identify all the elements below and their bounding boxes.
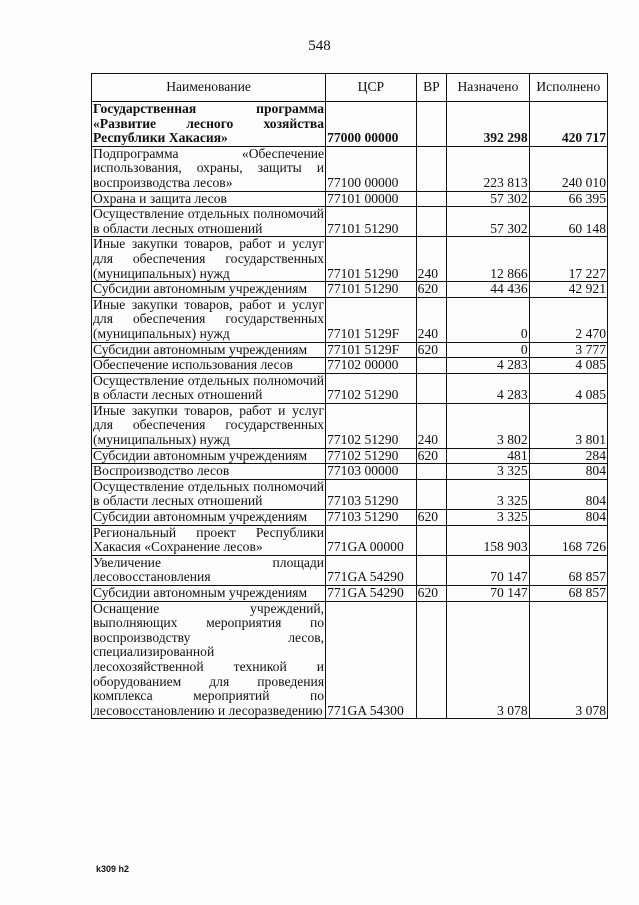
row-vr-cell bbox=[416, 207, 447, 237]
row-name-cell: Обеспечение использования лесов bbox=[92, 358, 326, 374]
row-name-cell: Воспроизводство лесов bbox=[92, 464, 326, 480]
row-executed-cell: 3 777 bbox=[529, 342, 607, 358]
row-csr-cell: 77103 00000 bbox=[326, 464, 417, 480]
row-vr-cell bbox=[416, 146, 447, 191]
row-vr-cell: 620 bbox=[416, 282, 447, 298]
row-name-cell: Иные закупки товаров, работ и услуг для обеспечения государственных (муниципальных) нужд bbox=[93, 403, 325, 448]
row-executed-cell: 17 227 bbox=[529, 237, 607, 282]
table-row bbox=[92, 207, 608, 237]
table-row bbox=[92, 479, 608, 509]
table-row bbox=[92, 146, 608, 191]
table-row bbox=[92, 191, 608, 207]
row-name-cell: Увеличение площади лесовосстановления bbox=[93, 555, 325, 585]
row-name-cell: Субсидии автономным учреждениям bbox=[92, 510, 326, 526]
table-row bbox=[92, 448, 608, 464]
row-executed-cell: 804 bbox=[529, 479, 607, 509]
row-assigned-cell: 3 325 bbox=[447, 479, 529, 509]
row-name-cell: Субсидии автономным учреждениям bbox=[92, 586, 326, 602]
row-assigned-cell: 158 903 bbox=[447, 525, 529, 555]
row-name-cell: Иные закупки товаров, работ и услуг для обеспечения государственных (муниципальных) нужд bbox=[93, 297, 325, 341]
row-assigned-cell: 70 147 bbox=[447, 586, 529, 602]
row-csr-cell: 771GA 54300 bbox=[326, 601, 417, 719]
row-vr-cell: 240 bbox=[416, 403, 447, 448]
page-number: 548 bbox=[308, 38, 331, 54]
table-row bbox=[92, 586, 608, 602]
row-name-cell: Государственная программа «Развитие лесного хозяйства Республики Хакасия» bbox=[93, 101, 325, 146]
row-csr-cell: 77101 51290 bbox=[326, 282, 417, 298]
table-row bbox=[92, 282, 608, 298]
row-vr-cell bbox=[416, 102, 447, 147]
row-name-cell: Иные закупки товаров, работ и услуг для обеспечения государственных (муниципальных) нужд bbox=[93, 236, 325, 281]
row-executed-cell: 60 148 bbox=[529, 207, 607, 237]
row-executed-cell: 804 bbox=[529, 510, 607, 526]
row-csr-cell: 77100 00000 bbox=[326, 146, 417, 191]
row-assigned-cell: 481 bbox=[447, 448, 529, 464]
table-row bbox=[92, 297, 608, 342]
table-row bbox=[92, 510, 608, 526]
row-assigned-cell: 3 325 bbox=[447, 510, 529, 526]
row-name-cell: Осуществление отдельных полномочий в области лесных отношений bbox=[93, 479, 325, 509]
row-csr-cell: 771GA 54290 bbox=[326, 555, 417, 585]
row-assigned-cell: 392 298 bbox=[447, 102, 529, 147]
budget-table bbox=[91, 73, 608, 719]
row-executed-cell: 2 470 bbox=[529, 297, 607, 342]
row-vr-cell bbox=[416, 601, 447, 719]
row-csr-cell: 77102 51290 bbox=[326, 373, 417, 403]
row-name-cell: Оснащение учреждений, выполняющих мероприятия по воспроизводству лесов, специализированной лесохозяйственной техникой и оборудованием для проведения комплекса мероприятий по лесовосстановлению и лесоразведению bbox=[93, 601, 325, 718]
row-vr-cell: 240 bbox=[416, 237, 447, 282]
row-executed-cell: 284 bbox=[529, 448, 607, 464]
row-assigned-cell: 3 802 bbox=[447, 403, 529, 448]
row-name-cell: Субсидии автономным учреждениям bbox=[92, 448, 326, 464]
row-assigned-cell: 4 283 bbox=[447, 373, 529, 403]
row-csr-cell: 77101 00000 bbox=[326, 191, 417, 207]
row-vr-cell bbox=[416, 464, 447, 480]
row-assigned-cell: 57 302 bbox=[447, 191, 529, 207]
table-row bbox=[92, 525, 608, 555]
header-name: Наименование bbox=[92, 74, 326, 102]
row-csr-cell: 77101 5129F bbox=[326, 297, 417, 342]
row-executed-cell: 168 726 bbox=[529, 525, 607, 555]
row-csr-cell: 77102 00000 bbox=[326, 358, 417, 374]
row-assigned-cell: 44 436 bbox=[447, 282, 529, 298]
row-assigned-cell: 57 302 bbox=[447, 207, 529, 237]
row-vr-cell bbox=[416, 358, 447, 374]
table-row bbox=[92, 601, 608, 719]
row-executed-cell: 3 078 bbox=[529, 601, 607, 719]
row-executed-cell: 68 857 bbox=[529, 555, 607, 585]
row-csr-cell: 77102 51290 bbox=[326, 403, 417, 448]
row-vr-cell bbox=[416, 525, 447, 555]
row-executed-cell: 4 085 bbox=[529, 358, 607, 374]
table-row bbox=[92, 358, 608, 374]
row-csr-cell: 771GA 00000 bbox=[326, 525, 417, 555]
row-assigned-cell: 0 bbox=[447, 342, 529, 358]
row-name-cell: Субсидии автономным учреждениям bbox=[92, 342, 326, 358]
row-csr-cell: 771GA 54290 bbox=[326, 586, 417, 602]
row-csr-cell: 77101 51290 bbox=[326, 237, 417, 282]
row-executed-cell: 804 bbox=[529, 464, 607, 480]
row-vr-cell bbox=[416, 555, 447, 585]
row-name-cell: Подпрограмма «Обеспечение использования, охраны, защиты и воспроизводства лесов» bbox=[93, 146, 325, 190]
row-executed-cell: 4 085 bbox=[529, 373, 607, 403]
row-executed-cell: 3 801 bbox=[529, 403, 607, 448]
row-vr-cell: 620 bbox=[416, 586, 447, 602]
table-body bbox=[92, 102, 608, 719]
row-vr-cell: 620 bbox=[416, 510, 447, 526]
row-assigned-cell: 4 283 bbox=[447, 358, 529, 374]
header-executed: Исполнено bbox=[529, 74, 607, 102]
row-assigned-cell: 70 147 bbox=[447, 555, 529, 585]
row-assigned-cell: 0 bbox=[447, 297, 529, 342]
row-csr-cell: 77000 00000 bbox=[326, 102, 417, 147]
row-name-cell: Субсидии автономным учреждениям bbox=[92, 282, 326, 298]
table-row bbox=[92, 373, 608, 403]
header-row bbox=[92, 74, 608, 102]
table-row bbox=[92, 555, 608, 585]
header-assigned: Назначено bbox=[447, 74, 529, 102]
row-name-cell: Осуществление отдельных полномочий в области лесных отношений bbox=[93, 373, 325, 403]
row-assigned-cell: 3 078 bbox=[447, 601, 529, 719]
row-csr-cell: 77102 51290 bbox=[326, 448, 417, 464]
row-assigned-cell: 12 866 bbox=[447, 237, 529, 282]
row-csr-cell: 77103 51290 bbox=[326, 479, 417, 509]
row-executed-cell: 420 717 bbox=[529, 102, 607, 147]
row-name-cell: Осуществление отдельных полномочий в области лесных отношений bbox=[93, 206, 325, 236]
row-vr-cell bbox=[416, 191, 447, 207]
row-name-cell: Региональный проект Республики Хакасия «Сохранение лесов» bbox=[93, 525, 325, 555]
row-vr-cell bbox=[416, 373, 447, 403]
row-executed-cell: 240 010 bbox=[529, 146, 607, 191]
row-vr-cell: 620 bbox=[416, 342, 447, 358]
header-vr: ВР bbox=[416, 74, 447, 102]
row-executed-cell: 42 921 bbox=[529, 282, 607, 298]
row-executed-cell: 68 857 bbox=[529, 586, 607, 602]
table-row bbox=[92, 102, 608, 147]
row-executed-cell: 66 395 bbox=[529, 191, 607, 207]
row-assigned-cell: 223 813 bbox=[447, 146, 529, 191]
row-vr-cell: 620 bbox=[416, 448, 447, 464]
row-name-cell: Охрана и защита лесов bbox=[92, 191, 326, 207]
table-row bbox=[92, 237, 608, 282]
row-csr-cell: 77101 5129F bbox=[326, 342, 417, 358]
row-assigned-cell: 3 325 bbox=[447, 464, 529, 480]
header-csr: ЦСР bbox=[326, 74, 417, 102]
table-row bbox=[92, 342, 608, 358]
row-csr-cell: 77101 51290 bbox=[326, 207, 417, 237]
row-vr-cell bbox=[416, 479, 447, 509]
table-row bbox=[92, 464, 608, 480]
row-csr-cell: 77103 51290 bbox=[326, 510, 417, 526]
table-row bbox=[92, 403, 608, 448]
footer-code: k309 h2 bbox=[96, 864, 130, 874]
row-vr-cell: 240 bbox=[416, 297, 447, 342]
